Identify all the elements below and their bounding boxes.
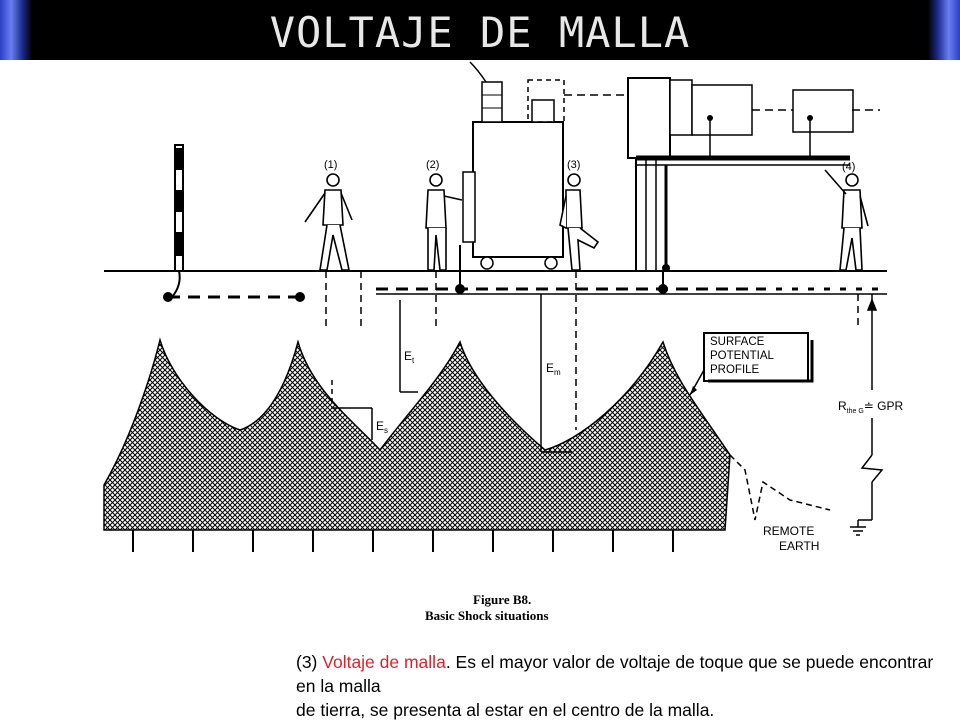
- es-label: $E_s$: [376, 419, 389, 435]
- profile-ticks: [133, 530, 673, 552]
- ground-symbol: [850, 520, 866, 535]
- remote-earth-label-2: EARTH: [779, 539, 820, 553]
- person-1-label: (1): [324, 159, 338, 171]
- em-label: $E_m$: [546, 361, 561, 377]
- profile-label-line-1: SURFACE: [710, 336, 765, 348]
- gpr-label: $R_{the G}≐$ GPR: [838, 399, 904, 415]
- surface-potential-profile: [104, 340, 730, 530]
- et-marker: [400, 300, 418, 392]
- person-1: [305, 174, 352, 270]
- description-highlight: Voltaje de malla: [322, 652, 446, 672]
- switch-structure: [564, 78, 880, 289]
- fence-post: [172, 145, 183, 297]
- slide-header: [0, 0, 960, 60]
- profile-label-line-3: PROFILE: [710, 364, 760, 376]
- et-label: $E_t$: [404, 349, 415, 365]
- author-watermark: ING. ALVARO TABOADA: [488, 688, 617, 700]
- description-line-1: . Es el mayor valor de voltaje de toque que se puede encontrar en la malla: [296, 652, 934, 696]
- person-4: [825, 170, 868, 270]
- profile-label-line-2: POTENTIAL: [710, 350, 774, 362]
- description-prefix: (3): [296, 652, 323, 672]
- person-3: [560, 174, 598, 270]
- person-2-label: (2): [426, 159, 440, 171]
- person-3-label: (3): [567, 159, 581, 171]
- person-4-label: (4): [842, 161, 856, 173]
- profile-tail: [730, 455, 830, 520]
- person-2: [426, 174, 462, 270]
- basic-shock-figure: [0, 60, 960, 650]
- figure-caption-title: Figure B8.: [473, 592, 532, 607]
- description-text: [296, 650, 956, 722]
- transformer-tank: [460, 62, 564, 289]
- remote-earth-label-1: REMOTE: [763, 524, 815, 538]
- figure-caption-subtitle: Basic Shock situations: [425, 608, 549, 623]
- description-line-2: de tierra, se presenta al estar en el centro de la malla.: [296, 700, 715, 720]
- ground-grid-conductor: [163, 284, 887, 302]
- slide-title: VOLTAJE DE MALLA: [269, 8, 691, 57]
